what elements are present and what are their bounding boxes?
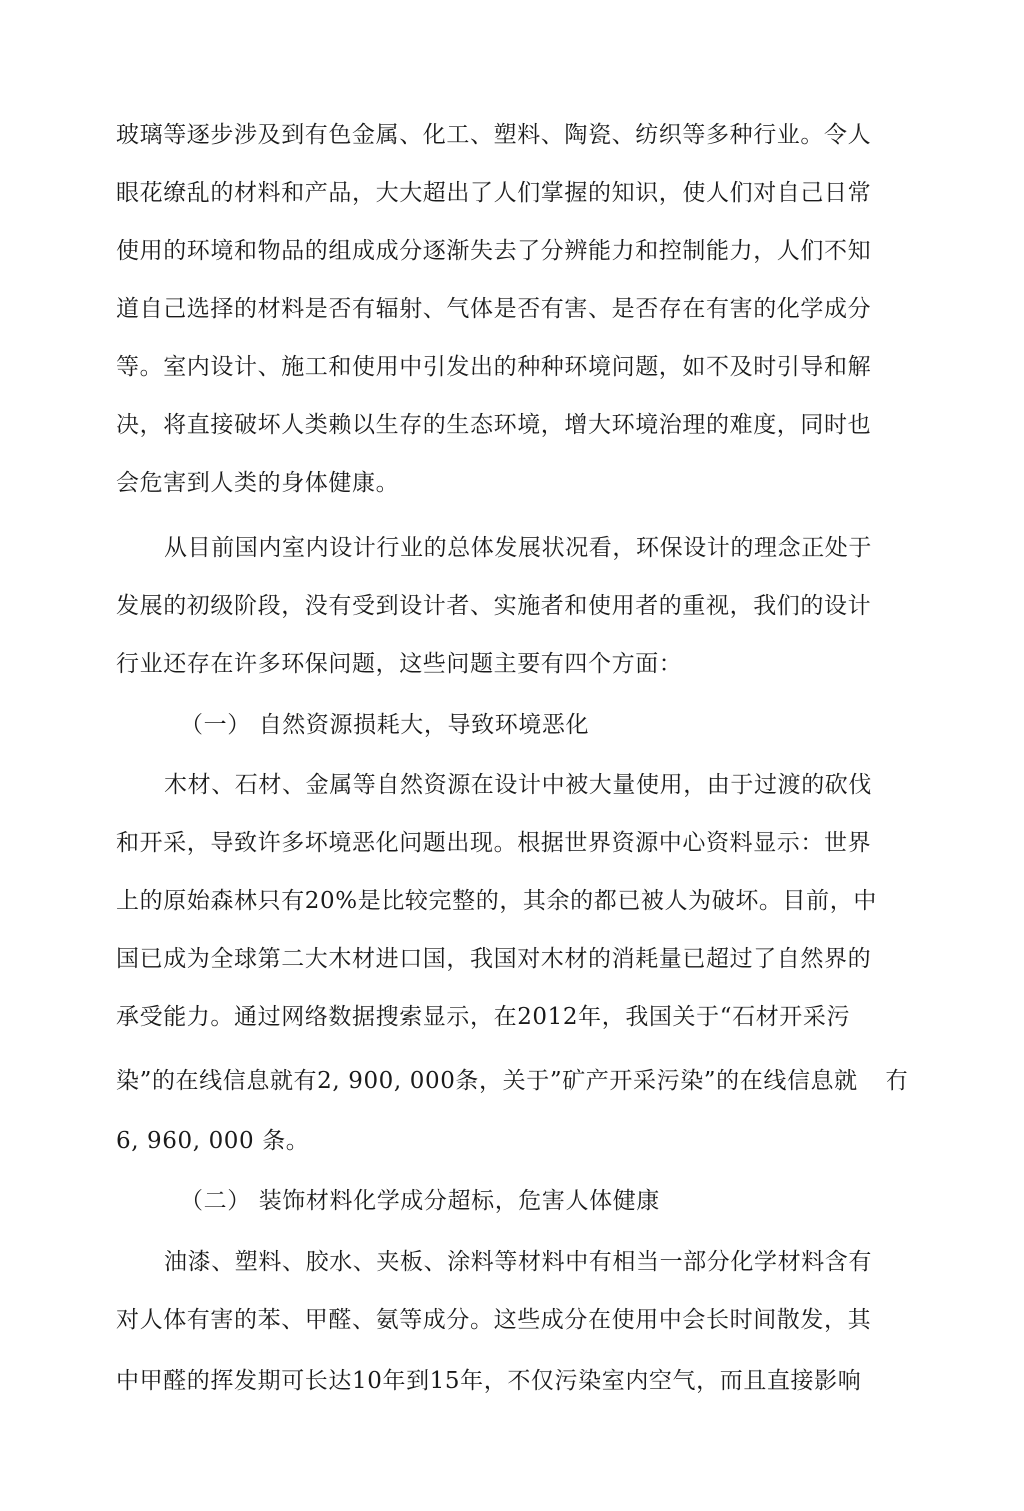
text-line: 和开采，导致许多坏境恶化问题出现。根据世界资源中心资料显示：世界 [116,830,872,856]
text-line: 国已成为全球第二大木材进口国，我国对木材的消耗量已超过了自然界的 [116,946,872,972]
text-line: 等。室内设计、施工和使用中引发出的种种环境问题，如不及时引导和解 [116,354,872,380]
text-line: 发展的初级阶段，没有受到设计者、实施者和使用者的重视，我们的设计 [116,593,872,619]
section-heading-2: （二） 装饰材料化学成分超标，危害人体健康 [180,1188,660,1214]
text-line: 6, 960, 000 条。 [116,1128,310,1154]
text-line: 玻璃等逐步涉及到有色金属、化工、塑料、陶瓷、纺织等多种行业。令人 [116,122,872,148]
text-line: 行业还存在许多环保问题，这些问题主要有四个方面： [116,651,683,677]
stray-character: 冇 [885,1068,908,1094]
paragraph-first-line: 从目前国内室内设计行业的总体发展状况看，环保设计的理念正处于 [164,535,872,561]
text-line: 决，将直接破坏人类赖以生存的生态环境，增大环境治理的难度，同时也 [116,412,872,438]
text-line: 对人体有害的苯、甲醛、氨等成分。这些成分在使用中会长时间散发，其 [116,1307,872,1333]
text-line: 上的原始森林只有20%是比较完整的，其余的都已被人为破坏。目前，中 [116,888,877,914]
text-line: 承受能力。通过网络数据搜索显示，在2012年，我国关于“石材开采污 [116,1004,851,1030]
paragraph-first-line: 油漆、塑料、胶水、夹板、涂料等材料中有相当一部分化学材料含有 [164,1249,872,1275]
section-heading-1: （一） 自然资源损耗大，导致环境恶化 [180,712,590,738]
text-line: 会危害到人类的身体健康。 [116,470,400,496]
text-line: 染”的在线信息就有2, 900, 000条，关于”矿产开采污染”的在线信息就 [116,1068,858,1094]
text-line: 使用的环境和物品的组成成分逐渐失去了分辨能力和控制能力，人们不知 [116,238,872,264]
text-line: 中甲醛的挥发期可长达10年到15年，不仅污染室内空气，而且直接影响 [116,1368,862,1394]
text-line: 道自己选择的材料是否有辐射、气体是否有害、是否存在有害的化学成分 [116,296,872,322]
paragraph-first-line: 木材、石材、金属等自然资源在设计中被大量使用，由于过渡的砍伐 [164,772,872,798]
text-line: 眼花缭乱的材料和产品，大大超出了人们掌握的知识，使人们对自己日常 [116,180,872,206]
